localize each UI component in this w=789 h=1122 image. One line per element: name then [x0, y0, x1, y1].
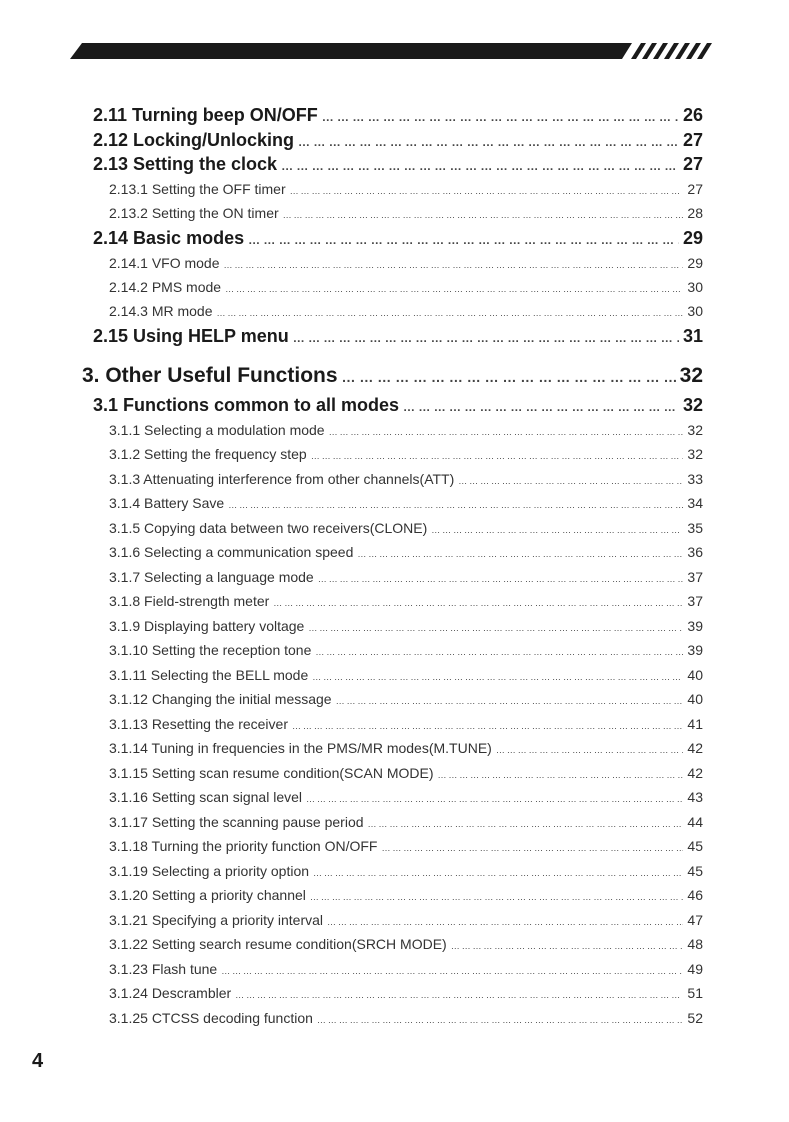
toc-entry-page: 47: [687, 912, 703, 928]
toc-entry-title: 3.1.12 Changing the initial message: [109, 691, 332, 707]
toc-entry[interactable]: [109, 740, 703, 756]
toc-entry-title: 3.1.14 Tuning in frequencies in the PMS/MR modes(M.TUNE): [109, 740, 492, 756]
dot-leader: [293, 331, 679, 345]
toc-entry-page: 35: [687, 520, 703, 536]
toc-entry[interactable]: [109, 618, 703, 634]
toc-entry[interactable]: [109, 205, 703, 221]
toc-entry-title: 3.1.9 Displaying battery voltage: [109, 618, 305, 634]
dot-leader: [368, 819, 684, 829]
toc-entry-page: 40: [687, 667, 703, 683]
toc-entry-page: 26: [682, 105, 703, 125]
dot-leader: [248, 233, 679, 247]
toc-entry-title: 3.1.16 Setting scan signal level: [109, 789, 303, 805]
toc-entry[interactable]: [93, 228, 703, 249]
dot-leader: [381, 843, 683, 853]
toc-entry-page: 28: [687, 205, 703, 221]
toc-entry-title: 2.11 Turning beep ON/OFF: [93, 105, 318, 125]
page-number: 4: [32, 1050, 44, 1072]
toc-entry-page: 39: [687, 642, 703, 658]
toc-entry-page: 37: [687, 593, 703, 609]
dot-leader: [306, 794, 683, 804]
dot-leader: [437, 770, 683, 780]
toc-entry-title: 3.1.23 Flash tune: [109, 961, 218, 977]
toc-entry-page: 49: [687, 961, 703, 977]
toc-entry-title: 3.1.10 Setting the reception tone: [109, 642, 312, 658]
toc-entry-page: 51: [687, 985, 703, 1001]
dot-leader: [298, 135, 679, 149]
toc-entry-title: 3.1.25 CTCSS decoding function: [109, 1010, 313, 1026]
dot-leader: [311, 451, 684, 461]
dot-leader: [496, 745, 684, 755]
dot-leader: [224, 260, 684, 270]
toc-entry[interactable]: [109, 961, 703, 977]
toc-entry-page: 45: [687, 863, 703, 879]
toc-entry[interactable]: [93, 395, 703, 416]
toc-entry-title: 2.14 Basic modes: [93, 228, 245, 248]
dot-leader: [431, 525, 683, 535]
toc-entry[interactable]: [109, 838, 703, 854]
toc-entry-page: 30: [687, 279, 703, 295]
dot-leader: [313, 868, 683, 878]
toc-entry-page: 44: [687, 814, 703, 830]
toc-entry-title: 2.14.2 PMS mode: [109, 279, 222, 295]
toc-entry[interactable]: [109, 279, 703, 295]
dot-leader: [315, 647, 683, 657]
toc-entry[interactable]: [109, 471, 703, 487]
toc-entry[interactable]: [93, 326, 703, 347]
dot-leader: [308, 623, 683, 633]
toc-entry-page: 32: [687, 422, 703, 438]
toc-entry[interactable]: [109, 642, 703, 658]
toc-entry-title: 3.1.21 Specifying a priority interval: [109, 912, 323, 928]
toc-entry-title: 3.1.1 Selecting a modulation mode: [109, 422, 325, 438]
toc-entry-title: 3.1.6 Selecting a communication speed: [109, 544, 354, 560]
toc-entry-title: 3.1.11 Selecting the BELL mode: [109, 667, 309, 683]
toc-entry[interactable]: [109, 887, 703, 903]
toc-entry-title: 3.1 Functions common to all modes: [93, 395, 400, 415]
toc-entry[interactable]: [109, 181, 703, 197]
toc-entry[interactable]: [93, 105, 703, 126]
header-stripe-decoration: [0, 0, 789, 70]
toc-entry-page: 32: [679, 364, 703, 387]
dot-leader: [273, 598, 683, 608]
toc-entry-page: 32: [687, 446, 703, 462]
toc-entry[interactable]: [109, 446, 703, 462]
dot-leader: [342, 369, 676, 385]
toc-entry-page: 29: [682, 228, 703, 248]
toc-entry[interactable]: [109, 936, 703, 952]
toc-entry[interactable]: [93, 130, 703, 151]
toc-entry-page: 34: [687, 495, 703, 511]
toc-entry-page: 42: [687, 765, 703, 781]
toc-entry-title: 3.1.24 Descrambler: [109, 985, 232, 1001]
toc-entry-page: 31: [682, 326, 703, 346]
toc-entry[interactable]: [109, 544, 703, 560]
toc-entry-title: 3.1.5 Copying data between two receivers(CLONE): [109, 520, 428, 536]
dot-leader: [403, 400, 679, 414]
toc-entry-title: 3. Other Useful Functions: [82, 364, 338, 387]
dot-leader: [235, 990, 683, 1000]
dot-leader: [290, 186, 684, 196]
toc-entry-title: 3.1.7 Selecting a language mode: [109, 569, 314, 585]
toc-entry-title: 3.1.13 Resetting the receiver: [109, 716, 288, 732]
toc-entry[interactable]: [82, 364, 703, 388]
toc-entry[interactable]: [109, 985, 703, 1001]
toc-entry-title: 3.1.4 Battery Save: [109, 495, 225, 511]
toc-entry-page: 45: [687, 838, 703, 854]
toc-entry-page: 36: [687, 544, 703, 560]
toc-entry-page: 29: [687, 255, 703, 271]
dot-leader: [292, 721, 683, 731]
dot-leader: [312, 672, 683, 682]
toc-entry-page: 43: [687, 789, 703, 805]
toc-entry-page: 33: [687, 471, 703, 487]
toc-entry-page: 32: [682, 395, 703, 415]
dot-leader: [318, 574, 684, 584]
toc-entry-title: 2.13.2 Setting the ON timer: [109, 205, 279, 221]
toc-entry-title: 2.14.3 MR mode: [109, 303, 213, 319]
toc-entry[interactable]: [109, 593, 703, 609]
toc-entry[interactable]: [109, 765, 703, 781]
dot-leader: [357, 549, 683, 559]
dot-leader: [317, 1015, 684, 1025]
toc-entry-page: 40: [687, 691, 703, 707]
toc-entry[interactable]: [109, 912, 703, 928]
toc-entry[interactable]: [109, 255, 703, 271]
toc-entry-title: 2.13.1 Setting the OFF timer: [109, 181, 286, 197]
toc-entry-page: 42: [687, 740, 703, 756]
toc-entry-page: 30: [687, 303, 703, 319]
dot-leader: [329, 427, 684, 437]
toc-entry-title: 3.1.2 Setting the frequency step: [109, 446, 307, 462]
dot-leader: [281, 159, 679, 173]
toc-entry[interactable]: [109, 716, 703, 732]
toc-entry-page: 27: [682, 130, 703, 150]
toc-entry-title: 3.1.18 Turning the priority function ON/OFF: [109, 838, 378, 854]
dot-leader: [310, 892, 684, 902]
toc-entry-page: 48: [687, 936, 703, 952]
toc-entry-title: 2.14.1 VFO mode: [109, 255, 220, 271]
toc-entry-page: 39: [687, 618, 703, 634]
toc-entry-title: 3.1.22 Setting search resume condition(SRCH MODE): [109, 936, 447, 952]
toc-entry-title: 2.12 Locking/Unlocking: [93, 130, 295, 150]
dot-leader: [458, 476, 683, 486]
dot-leader: [336, 696, 684, 706]
dot-leader: [327, 917, 683, 927]
toc-entry[interactable]: [109, 814, 703, 830]
toc-entry[interactable]: [109, 520, 703, 536]
toc-entry[interactable]: [109, 422, 703, 438]
toc-entry-title: 2.15 Using HELP menu: [93, 326, 289, 346]
toc-entry-title: 2.13 Setting the clock: [93, 154, 278, 174]
toc-entry-page: 27: [687, 181, 703, 197]
toc-entry[interactable]: [109, 691, 703, 707]
toc-entry[interactable]: [109, 863, 703, 879]
toc-entry[interactable]: [109, 495, 703, 511]
toc-entry-title: 3.1.15 Setting scan resume condition(SCAN MODE): [109, 765, 434, 781]
toc-entry-title: 3.1.19 Selecting a priority option: [109, 863, 310, 879]
dot-leader: [283, 210, 684, 220]
toc-entry-title: 3.1.17 Setting the scanning pause period: [109, 814, 364, 830]
dot-leader: [217, 308, 684, 318]
toc-entry[interactable]: [109, 303, 703, 319]
toc-entry[interactable]: [109, 569, 703, 585]
toc-entry-page: 52: [687, 1010, 703, 1026]
dot-leader: [225, 284, 683, 294]
toc-entry[interactable]: [109, 1010, 703, 1026]
dot-leader: [221, 966, 683, 976]
toc-entry[interactable]: [109, 667, 703, 683]
toc-entry[interactable]: [109, 789, 703, 805]
toc-entry-page: 27: [682, 154, 703, 174]
toc-entry-page: 37: [687, 569, 703, 585]
toc-entry-title: 3.1.8 Field-strength meter: [109, 593, 270, 609]
toc-entry-title: 3.1.3 Attenuating interference from other channels(ATT): [109, 471, 455, 487]
dot-leader: [451, 941, 684, 951]
toc-entry-page: 41: [687, 716, 703, 732]
toc-entry-page: 46: [687, 887, 703, 903]
dot-leader: [322, 110, 679, 124]
dot-leader: [228, 500, 683, 510]
toc-entry-title: 3.1.20 Setting a priority channel: [109, 887, 306, 903]
toc-entry[interactable]: [93, 154, 703, 175]
